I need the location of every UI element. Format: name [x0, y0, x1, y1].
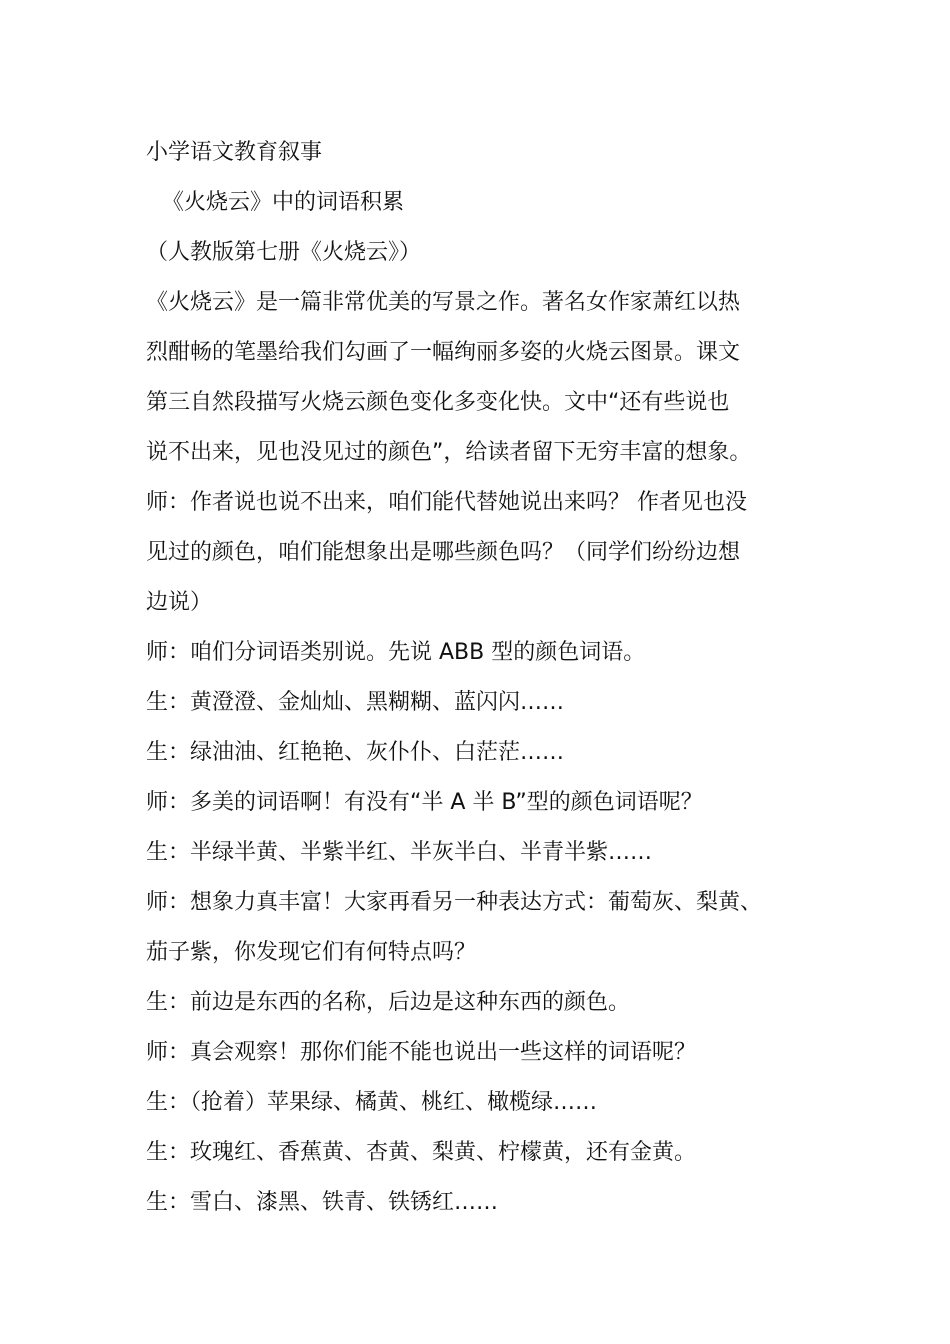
teacher-line: 师：想象力真丰富！大家再看另一种表达方式：葡萄灰、梨黄、 [146, 890, 763, 915]
document-body [146, 128, 836, 1228]
student-line: 生：黄澄澄、金灿灿、黑糊糊、蓝闪闪…… [146, 690, 565, 715]
teacher-line: 茄子紫，你发现它们有何特点吗？ [146, 940, 477, 965]
teacher-line: 边说） [146, 590, 213, 615]
paragraph-line: 烈酣畅的笔墨给我们勾画了一幅绚丽多姿的火烧云图景。课文 [146, 340, 741, 365]
document-subtitle: 《火烧云》中的词语积累 [162, 190, 405, 215]
student-line: 生：前边是东西的名称，后边是这种东西的颜色。 [146, 990, 631, 1015]
teacher-line: 师：多美的词语啊！有没有“半 A 半 B”型的颜色词语呢？ [146, 790, 703, 815]
teacher-line: 师：咱们分词语类别说。先说 ABB 型的颜色词语。 [146, 640, 646, 665]
paragraph-line: 《火烧云》是一篇非常优美的写景之作。著名女作家萧红以热 [146, 290, 741, 315]
teacher-line: 见过的颜色，咱们能想象出是哪些颜色吗？（同学们纷纷边想 [146, 540, 741, 565]
teacher-line: 师：作者说也说不出来，咱们能代替她说出来吗？ 作者见也没 [146, 490, 747, 515]
student-line: 生：（抢着）苹果绿、橘黄、桃红、橄榄绿…… [146, 1090, 598, 1115]
student-line: 生：玫瑰红、香蕉黄、杏黄、梨黄、柠檬黄，还有金黄。 [146, 1140, 697, 1165]
student-line: 生：雪白、漆黑、铁青、铁锈红…… [146, 1190, 499, 1215]
edition-note: （人教版第七册《火烧云》） [146, 240, 422, 265]
teacher-line: 师：真会观察！那你们能不能也说出一些这样的词语呢？ [146, 1040, 697, 1065]
student-line: 生：绿油油、红艳艳、灰仆仆、白茫茫…… [146, 740, 565, 765]
document-heading: 小学语文教育叙事 [146, 140, 323, 165]
student-line: 生：半绿半黄、半紫半红、半灰半白、半青半紫…… [146, 840, 653, 865]
paragraph-line: 说不出来，见也没见过的颜色”，给读者留下无穷丰富的想象。 [146, 440, 752, 465]
paragraph-line: 第三自然段描写火烧云颜色变化多变化快。文中“还有些说也 [146, 390, 730, 415]
